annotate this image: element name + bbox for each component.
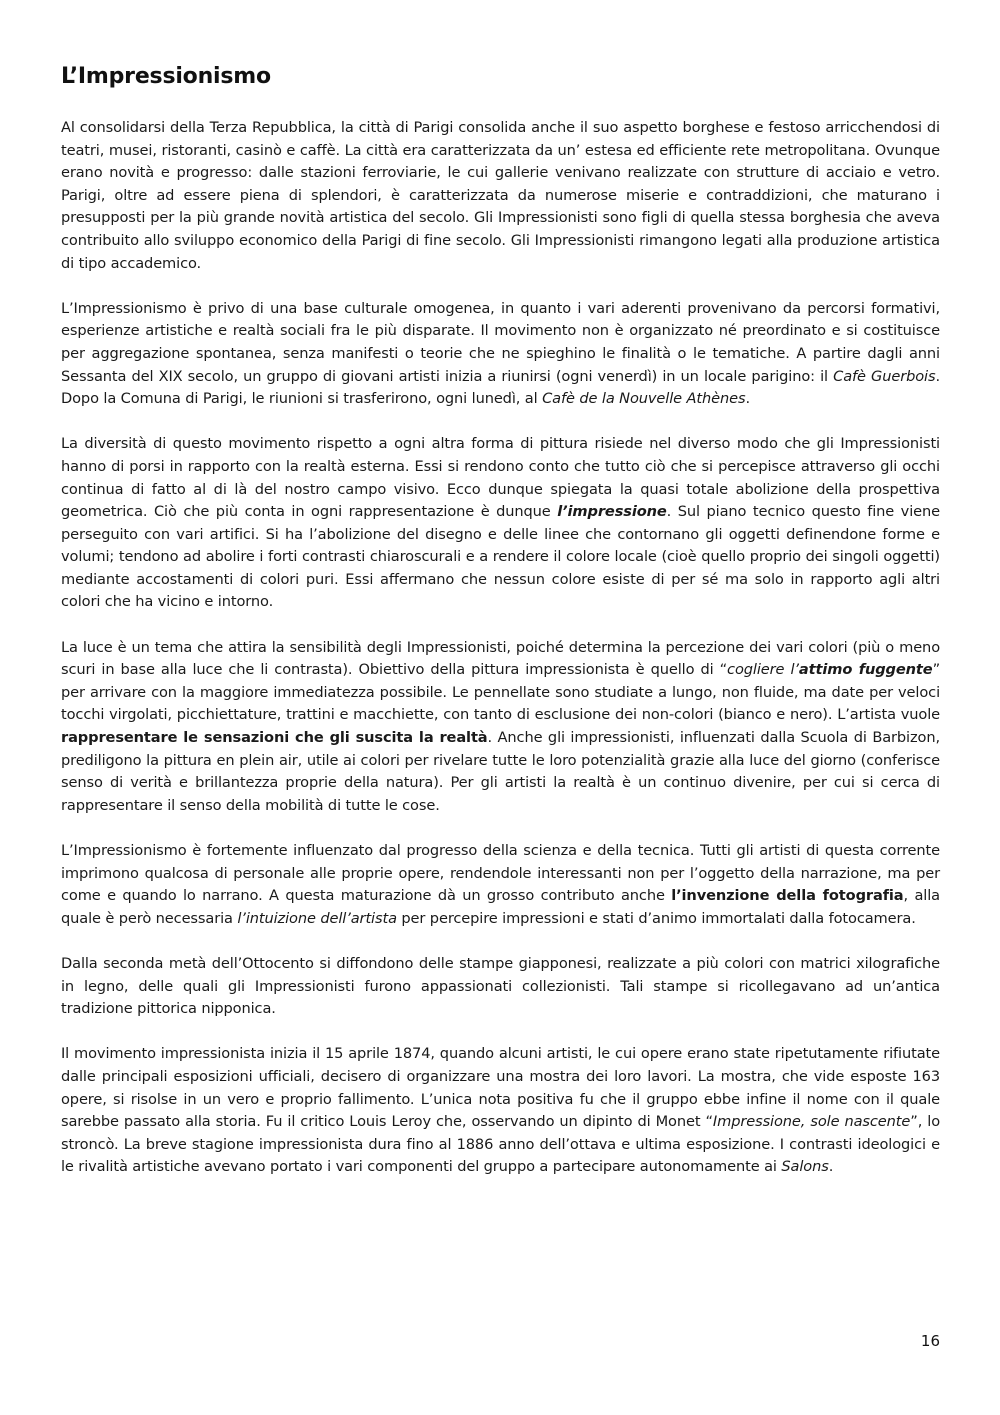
italic-text: Cafè de la Nouvelle Athènes <box>542 390 746 408</box>
text-run: . Sul piano tecnico questo fine viene perseguito con vari artifici. Si ha l’abolizione del disegno e delle linee che contornano gli oggetti definendone forme e volumi; tendono ad abolire i forti contrasti chiaroscurali e a rendere il colore locale (cioè quello proprio dei singoli oggetti) mediante accostamenti di colori puri. Essi affermano che nessun colore esiste di per sé ma solo in rapporto agli altri colori che ha vicino e intorno. <box>61 503 940 611</box>
text-run: L’Impressionismo è fortemente influenzato dal progresso della scienza e della tecnica. Tutti gli artisti di questa corrente imprimono qualcosa di personale alle proprie opere, rendendole interessanti non per l’oggetto della narrazione, ma per come e quando lo narrano. A questa maturazione dà un grosso contributo anche <box>61 842 940 905</box>
paragraph <box>61 298 940 411</box>
document-body <box>61 117 940 1202</box>
text-run: . Anche gli impressionisti, influenzati dalla Scuola di Barbizon, prediligono la pittura en plein air, utile ai colori per rivelare tutte le loro potenzialità grazie alla luce del giorno (conferisce senso di verità e brillantezza proprie della natura). Per gli artisti la realtà è un continuo divenire, per cui si cerca di rappresentare il senso della mobilità di tutte le cose. <box>61 729 940 814</box>
text-run: . Dopo la Comuna di Parigi, le riunioni si trasferirono, ogni lunedì, al <box>61 367 940 408</box>
text-run: ”, lo stroncò. La breve stagione impressionista dura fino al 1886 anno dell’ottava e ultima esposizione. I contrasti ideologici e le rivalità artistiche avevano portato i vari componenti del gruppo a partecipare autonomamente ai <box>61 1113 941 1176</box>
italic-text: Impressione, sole nascente <box>712 1113 911 1131</box>
page-number: 16 <box>920 1332 940 1350</box>
text-run: La luce è un tema che attira la sensibilità degli Impressionisti, poiché determina la percezione dei vari colori (più o meno scuri in base alla luce che li contrasta). Obiettivo della pittura impressionista è quello di “ <box>61 638 940 679</box>
bold-text: l’invenzione della fotografia <box>671 887 904 905</box>
text-run: . <box>828 1158 834 1176</box>
paragraph <box>61 433 940 614</box>
bold-italic-text: attimo fuggente <box>798 661 933 679</box>
text-run: , alla quale è però necessaria <box>61 887 941 927</box>
italic-text: Salons <box>781 1158 829 1176</box>
paragraph <box>61 1043 940 1179</box>
text-run: per percepire impressioni e stati d’animo immortalati dalla fotocamera. <box>396 909 916 927</box>
text-run: . <box>745 390 750 408</box>
italic-text: Cafè Guerbois <box>833 367 936 385</box>
text-run: Al consolidarsi della Terza Repubblica, la città di Parigi consolida anche il suo aspetto borghese e festoso arricchendosi di teatri, musei, ristoranti, casinò e caffè. La città era caratterizzata da un’ estesa ed efficiente rete metropolitana. Ovunque erano novità e progresso: dalle stazioni ferroviarie, le cui gallerie venivano realizzate con strutture di acciaio e vetro. Parigi, oltre ad essere piena di splendori, è caratterizzata da numerose miserie e contraddizioni, che maturano i presupposti per la più grande novità artistica del secolo. Gli Impressionisti sono figli di quella stessa borghesia che aveva contribuito allo sviluppo economico della Parigi di fine secolo. Gli Impressionisti rimangono legati alla produzione artistica di tipo accademico. <box>61 119 940 272</box>
text-run: Dalla seconda metà dell’Ottocento si diffondono delle stampe giapponesi, realizzate a più colori con matrici xilografiche in legno, delle quali gli Impressionisti furono appassionati collezionisti. Tali stampe si ricollegavano ad un’antica tradizione pittorica nipponica. <box>61 954 940 1018</box>
paragraph <box>61 953 940 1021</box>
text-run: ” per arrivare con la maggiore immediatezza possibile. Le pennellate sono studiate a lungo, non fluide, ma date per veloci tocchi virgolati, picchiettature, trattini e macchiette, con tanto di esclusione dei non-colori (bianco e nero). L’artista vuole <box>61 661 941 724</box>
bold-text: rappresentare le sensazioni che gli suscita la realtà <box>61 729 488 747</box>
italic-text: cogliere l’ <box>727 661 799 679</box>
text-run: La diversità di questo movimento rispetto a ogni altra forma di pittura risiede nel diverso modo che gli Impressionisti hanno di porsi in rapporto con la realtà esterna. Essi si rendono conto che tutto ciò che si percepisce attraverso gli occhi continua di fatto al di là del nostro campo visivo. Ecco dunque spiegata la quasi totale abolizione della prospettiva geometrica. Ciò che più conta in ogni rappresentazione è dunque <box>61 435 940 521</box>
text-run: L’Impressionismo è privo di una base culturale omogenea, in quanto i vari aderenti provenivano da percorsi formativi, esperienze artistiche e realtà sociali fra le più disparate. Il movimento non è organizzato né preordinato e si costituisce per aggregazione spontanea, senza manifesti o teorie che ne spieghino le finalità o le tematiche. A partire dagli anni Sessanta del XIX secolo, un gruppo di giovani artisti inizia a riunirsi (ogni venerdì) in un locale parigino: il <box>61 299 940 385</box>
paragraph <box>61 637 940 818</box>
bold-italic-text: l’impressione <box>557 503 667 521</box>
paragraph <box>61 840 940 930</box>
italic-text: l’intuizione dell’artista <box>237 909 397 927</box>
text-run: Il movimento impressionista inizia il 15 aprile 1874, quando alcuni artisti, le cui opere erano state ripetutamente rifiutate dalle principali esposizioni ufficiali, decisero di organizzare una mostra dei loro lavori. La mostra, che vide esposte 163 opere, si risolse in un vero e proprio fallimento. L’unica nota positiva fu che il gruppo ebbe infine il nome con il quale sarebbe passato alla storia. Fu il critico Louis Leroy che, osservando un dipinto di Monet “ <box>61 1045 940 1131</box>
paragraph <box>61 117 940 275</box>
page-title: L’Impressionismo <box>61 64 271 89</box>
